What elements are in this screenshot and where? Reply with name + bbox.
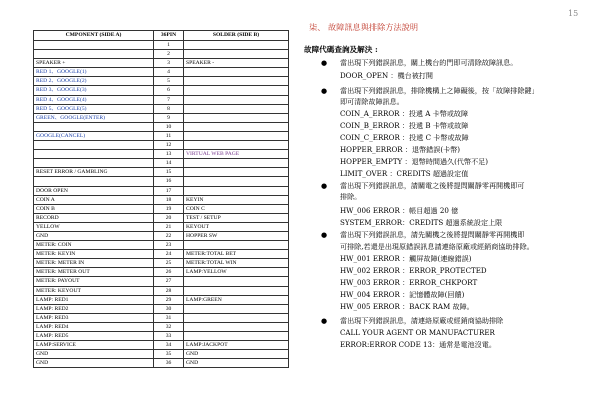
side-a-cell: GND [34,231,154,240]
table-row [34,213,289,222]
pin-cell: 12 [154,141,184,150]
table-row [34,141,289,150]
side-b-cell [184,122,289,131]
bullet-icon: ● [321,182,328,190]
side-b-cell: KEYOUT [184,222,289,231]
side-a-cell: LAMP: RED3 [34,313,154,322]
table-row [34,332,289,341]
table-row [34,186,289,195]
side-a-cell: RED 1、GOOGLE(1) [34,68,154,77]
side-a-cell: RED 3、GOOGLE(3) [34,86,154,95]
pin-cell: 1 [154,41,184,50]
side-b-cell: METER:TOTAL WIN [184,259,289,268]
text-line: COIN_B_ERROR ：投遞 B 卡幣或故障 [340,121,469,130]
pin-cell: 31 [154,313,184,322]
table-row [34,104,289,113]
text-line: HW_005 ERROR ：BACK RAM 故障。 [340,302,474,311]
text-line: HOPPER_EMPTY ：退幣時間過久(代幣不足) [340,157,489,166]
table-row [34,304,289,313]
table-row [34,50,289,59]
side-a-cell: LAMP:SERVICE [34,341,154,350]
subheading: 故障代碼查詢及解決 : [304,45,378,54]
side-a-cell [34,41,154,50]
pin-cell: 36 [154,359,184,368]
table-row [34,86,289,95]
side-b-cell [184,113,289,122]
table-row [34,95,289,104]
table-row [34,68,289,77]
text-line: DOOR_OPEN ：機台被打開 [340,71,433,80]
table-row [34,204,289,213]
pin-cell: 17 [154,186,184,195]
bullet-icon: ● [321,231,328,239]
text-line: CALL YOUR AGENT OR MANUFACTURER [340,328,495,337]
table-row [34,231,289,240]
text-line: ERROR:ERROR CODE 13：通常是電池沒電。 [340,340,496,349]
table-row [34,241,289,250]
table-row [34,59,289,68]
side-b-cell: SPEAKER - [184,59,289,68]
pin-cell: 8 [154,104,184,113]
side-a-cell: RESET ERROR / GAMBLING [34,168,154,177]
side-a-cell: METER: METER IN [34,259,154,268]
header-component-side-a: CMPONENT (SIDE A) [34,31,154,41]
bullet-icon: ● [321,59,328,67]
table-row [34,286,289,295]
text-line: HW_003 ERROR ：ERROR_CHKPORT [340,278,478,287]
side-b-cell [184,322,289,331]
table-row [34,77,289,86]
pin-cell: 11 [154,131,184,140]
side-a-cell [34,150,154,159]
table-row [34,313,289,322]
text-line: HOPPER_ERROR ：退幣錯誤(卡幣) [340,145,461,154]
text-line: SYSTEM_ERROR：CREDITS 超過系統設定上限 [340,218,503,227]
pin-cell: 18 [154,195,184,204]
side-a-cell: METER: KEYIN [34,250,154,259]
side-b-cell [184,168,289,177]
text-line: 當出現下列錯誤訊息，請關電之後將提問關靜零再開機即可 [340,181,525,190]
side-b-cell [184,332,289,341]
side-b-cell [184,68,289,77]
side-a-cell: GND [34,350,154,359]
text-line: 當出現下列錯誤訊息，請連絡原廠或經銷商協助排除 [340,316,504,325]
pin-cell: 27 [154,277,184,286]
table-row [34,177,289,186]
side-a-cell: RECORD [34,213,154,222]
table-row [34,341,289,350]
side-b-cell: GND [184,350,289,359]
text-line: 排除。 [340,192,362,201]
side-b-cell: GND [184,359,289,368]
pin-table-body [34,41,289,368]
pin-cell: 2 [154,50,184,59]
side-b-cell [184,286,289,295]
table-row [34,295,289,304]
text-line: HW_004 ERROR ：記憶體故障(回饋) [340,290,465,299]
table-row [34,277,289,286]
header-solder-side-b: SOLDER (SIDE B) [184,31,289,41]
side-a-cell: GND [34,359,154,368]
pin-cell: 13 [154,150,184,159]
side-a-cell: LAMP: RED5 [34,332,154,341]
pin-cell: 34 [154,341,184,350]
text-line: 當出現下列錯誤訊息，排除機構上之障礙後，按「故障排除鍵」 [340,86,539,95]
bullet-icon: ● [321,87,328,95]
side-b-cell [184,277,289,286]
pin-cell: 22 [154,231,184,240]
pin-cell: 35 [154,350,184,359]
side-b-cell [184,177,289,186]
side-b-cell [184,95,289,104]
pin-cell: 10 [154,122,184,131]
pin-cell: 7 [154,95,184,104]
side-a-cell: RED 2、GOOGLE(2) [34,77,154,86]
pin-cell: 20 [154,213,184,222]
text-line: 即可清除故障訊息。 [340,97,404,106]
table-row [34,222,289,231]
table-row [34,113,289,122]
pin-assignment-table [33,30,289,368]
pin-cell: 15 [154,168,184,177]
side-b-cell [184,304,289,313]
side-b-cell: METER:TOTAL BET [184,250,289,259]
table-header-row [34,31,289,41]
pin-cell: 5 [154,77,184,86]
pin-cell: 6 [154,86,184,95]
table-row [34,350,289,359]
table-row [34,322,289,331]
side-a-cell [34,50,154,59]
side-a-cell [34,141,154,150]
side-b-cell: VIRTUAL WEB PAGE [184,150,289,159]
text-line: LIMIT_OVER ：CREDITS 超過設定值 [340,169,469,178]
pin-cell: 24 [154,250,184,259]
table-row [34,195,289,204]
text-line: COIN_A_ERROR ：投遞 A 卡幣或故障 [340,109,469,118]
side-a-cell: METER: PAYOUT [34,277,154,286]
pin-cell: 21 [154,222,184,231]
table-row [34,131,289,140]
pin-cell: 23 [154,241,184,250]
side-b-cell: HOPPER SW [184,231,289,240]
side-a-cell: METER: KEYOUT [34,286,154,295]
side-b-cell: LAMP:YELLOW [184,268,289,277]
side-a-cell: GOOGLE(CANCEL) [34,131,154,140]
side-a-cell: LAMP: RED1 [34,295,154,304]
side-b-cell [184,131,289,140]
text-line: HW_002 ERROR ：ERROR_PROTECTED [340,266,487,275]
side-b-cell [184,159,289,168]
table-row [34,259,289,268]
text-line: 當出現下列錯誤訊息，請先關機之後將提問關靜零再開機即 [340,230,525,239]
side-a-cell: RED 4、GOOGLE(4) [34,95,154,104]
side-a-cell [34,122,154,131]
pin-cell: 29 [154,295,184,304]
side-b-cell [184,104,289,113]
table-row [34,122,289,131]
pin-cell: 32 [154,322,184,331]
table-row [34,359,289,368]
side-a-cell: METER: METER OUT [34,268,154,277]
side-b-cell [184,241,289,250]
pin-cell: 3 [154,59,184,68]
table-row [34,150,289,159]
side-a-cell: LAMP: RED4 [34,322,154,331]
section-title: 柒、 故障訊息與排除方法說明 [309,22,419,32]
side-b-cell [184,50,289,59]
text-line: 可排除,若還是出現原錯誤訊息請連絡原廠或經銷商協助排除。 [340,242,534,251]
side-a-cell [34,159,154,168]
pin-cell: 19 [154,204,184,213]
pin-cell: 9 [154,113,184,122]
table-row [34,168,289,177]
pin-cell: 4 [154,68,184,77]
side-b-cell: LAMP:GREEN [184,295,289,304]
header-pin: 36PIN [154,31,184,41]
table-row [34,159,289,168]
side-a-cell: COIN B [34,204,154,213]
side-a-cell: RED 5、GOOGLE(5) [34,104,154,113]
side-a-cell [34,177,154,186]
side-b-cell: KEYIN [184,195,289,204]
side-b-cell [184,141,289,150]
side-a-cell: COIN A [34,195,154,204]
side-a-cell: LAMP: RED2 [34,304,154,313]
pin-cell: 33 [154,332,184,341]
side-a-cell: YELLOW [34,222,154,231]
pin-cell: 28 [154,286,184,295]
side-b-cell [184,186,289,195]
table-row [34,41,289,50]
pin-cell: 14 [154,159,184,168]
side-a-cell: METER: COIN [34,241,154,250]
side-b-cell: LAMP:JACKPOT [184,341,289,350]
side-a-cell: GREEN、GOOGLE(ENTER) [34,113,154,122]
text-line: 當出現下列錯誤訊息，關上機台的門即可清除故障訊息。 [340,58,518,67]
text-line: HW_006 ERROR ：帳目超過 20 億 [340,206,459,215]
pin-cell: 26 [154,268,184,277]
side-b-cell: COIN C [184,204,289,213]
text-line: COIN_C_ERROR ：投遞 C 卡幣或故障 [340,133,469,142]
bullet-icon: ● [321,317,328,325]
side-b-cell [184,77,289,86]
table-row [34,268,289,277]
side-b-cell [184,313,289,322]
page-number: 15 [568,9,579,18]
side-b-cell [184,41,289,50]
pin-cell: 30 [154,304,184,313]
pin-cell: 25 [154,259,184,268]
side-a-cell: DOOR OPEN [34,186,154,195]
pin-cell: 16 [154,177,184,186]
side-b-cell [184,86,289,95]
side-a-cell: SPEAKER + [34,59,154,68]
table-row [34,250,289,259]
text-line: HW_001 ERROR ：觸屏故障(連線錯誤) [340,254,472,263]
side-b-cell: TEST / SETUP [184,213,289,222]
